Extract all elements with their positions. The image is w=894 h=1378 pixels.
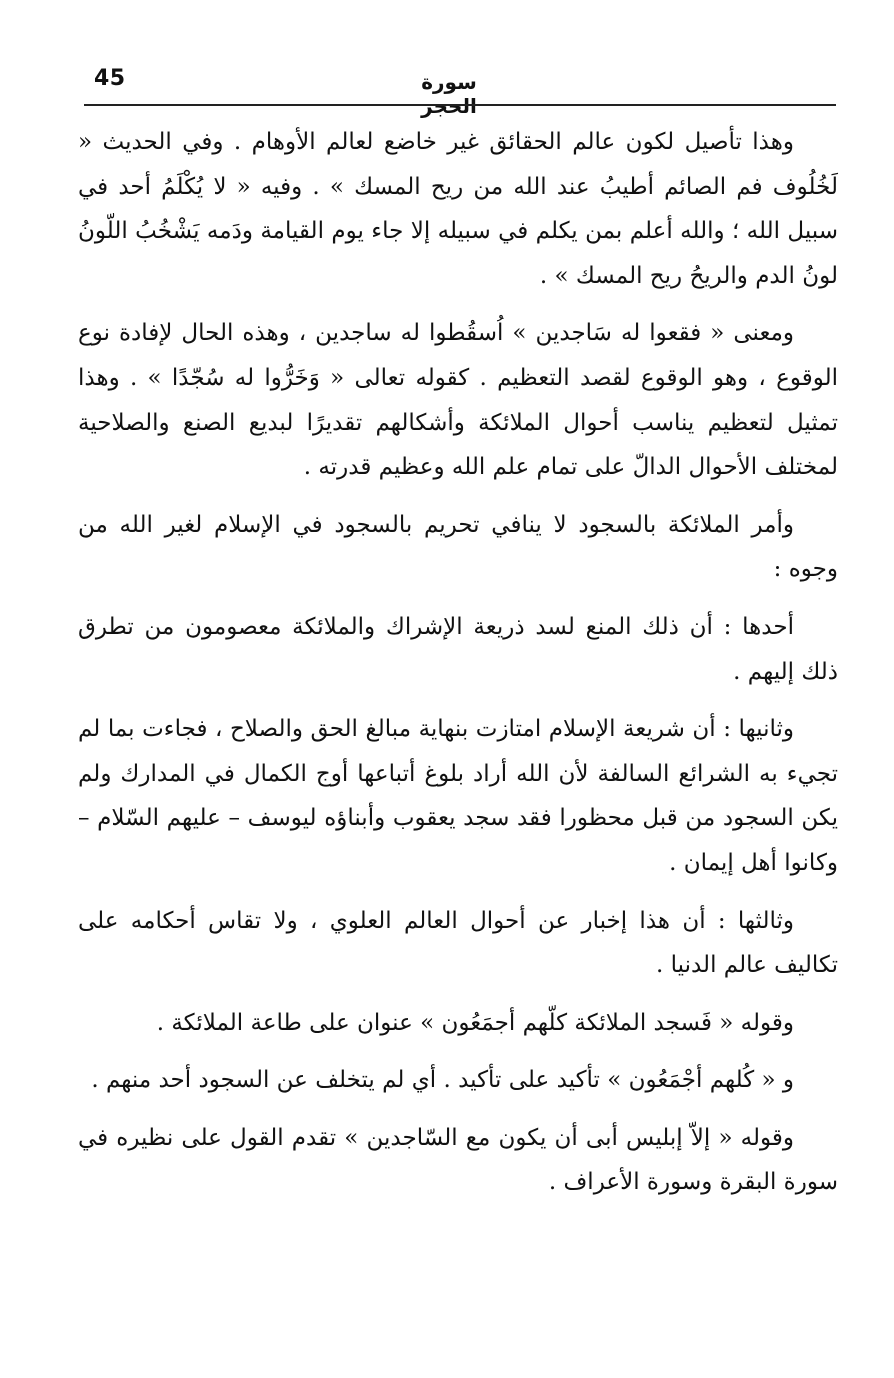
running-title: سورة الحجر	[421, 70, 477, 118]
paragraph: ومعنى « فقعوا له سَاجدين » اُسقُطوا له ساجدين ، وهذه الحال لإفادة نوع الوقوع ، وهو الوقوع لقصد التعظيم . كقوله تعالى « وَخَرُّوا له سُجّدًا » . وهذا تمثيل لتعظيم يناسب أحوال الملائكة وأشكالهم تقديرًا لبديع الصنع والصلاحية لمختلف الأحوال الدالّ على تمام علم الله وعظيم قدرته .	[78, 320, 838, 481]
paragraph: وأمر الملائكة بالسجود لا ينافي تحريم بالسجود في الإسلام لغير الله من وجوه :	[78, 511, 838, 583]
paragraph: وثالثها : أن هذا إخبار عن أحوال العالم العلوي ، ولا تقاس أحكامه على تكاليف عالم الدنيا .	[78, 907, 838, 979]
body-text	[78, 120, 838, 1218]
paragraph: و « كُلهم أجْمَعُون » تأكيد على تأكيد . أي لم يتخلف عن السجود أحد منهم .	[91, 1067, 794, 1094]
paragraph: وقوله « فَسجد الملائكة كلّهم أجمَعُون » عنوان على طاعة الملائكة .	[156, 1009, 794, 1036]
paragraph: وهذا تأصيل لكون عالم الحقائق غير خاضع لعالم الأوهام . وفي الحديث « لَخُلُوف فم الصائم أطيبُ عند الله من ريح المسك » . وفيه « لا يُكْلَمُ أحد في سبيل الله ؛ والله أعلم بمن يكلم في سبيله إلا جاء يوم القيامة ودَمه يَشْخُبُ اللّونُ لونُ الدم والريحُ ريح المسك » .	[78, 129, 838, 289]
header-rule	[84, 104, 836, 106]
paragraph: وقوله « إلاّ إبليس أبى أن يكون مع السّاجدين » تقدم القول على نظيره في سورة البقرة وسورة الأعراف .	[78, 1124, 838, 1196]
paragraph: أحدها : أن ذلك المنع لسد ذريعة الإشراك والملائكة معصومون من تطرق ذلك إليهم .	[78, 613, 838, 685]
paragraph: وثانيها : أن شريعة الإسلام امتازت بنهاية مبالغ الحق والصلاح ، فجاءت بما لم تجيء به الشرائع السالفة لأن الله أراد بلوغ أتباعها أوج الكمال في المدارك ولم يكن السجود من قبل محظورا فقد سجد يعقوب وأبناؤه ليوسف – عليهم السّلام – وكانوا أهل إيمان .	[78, 716, 838, 876]
page-number: 45	[94, 66, 126, 91]
